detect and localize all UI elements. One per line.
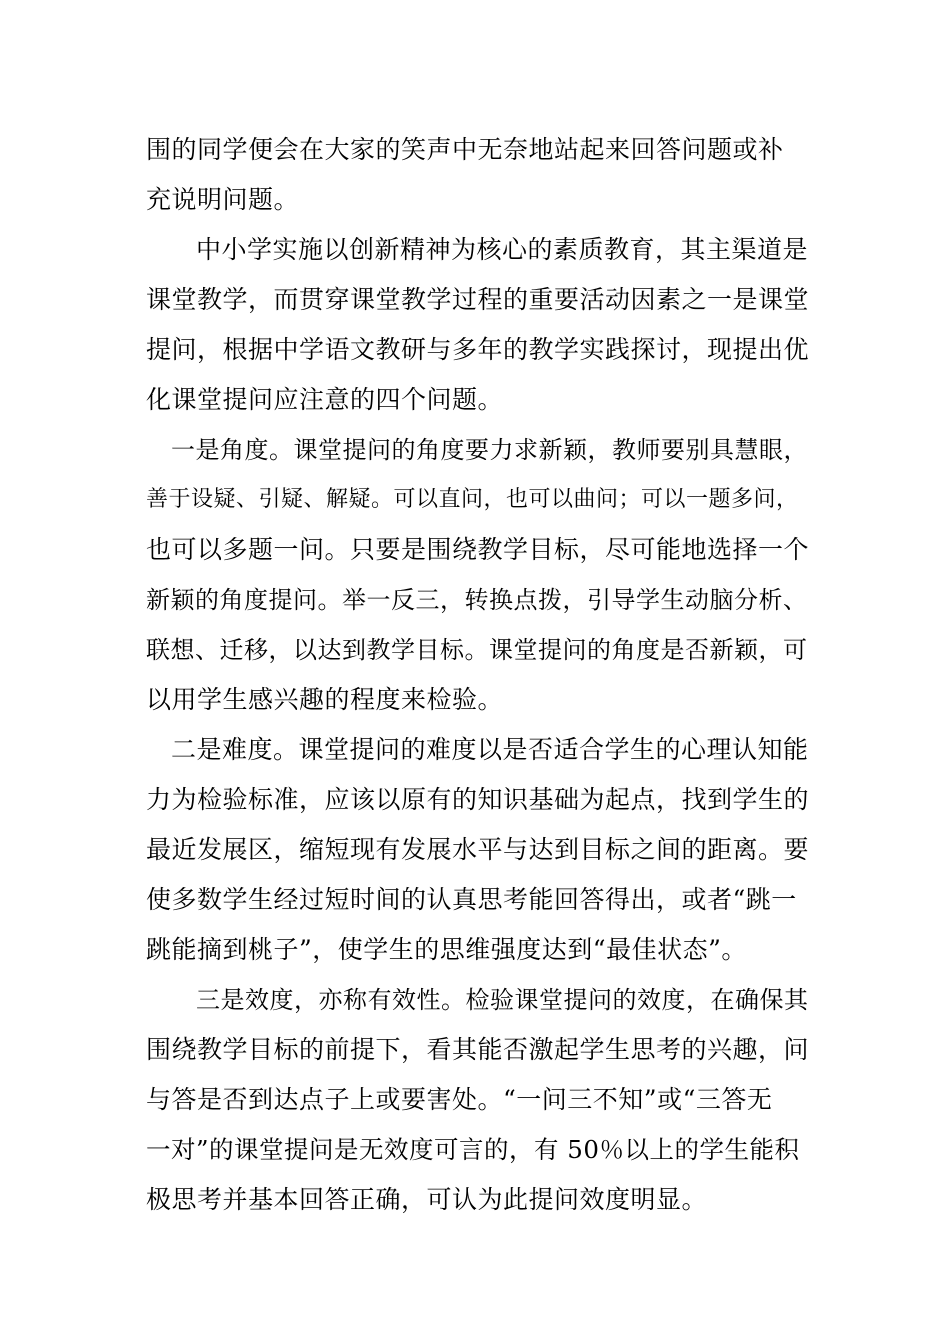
text-line: 也可以多题一问。只要是围绕教学目标，尽可能地选择一个	[146, 535, 810, 564]
text-line: 以用学生感兴趣的程度来检验。	[146, 685, 504, 714]
text-line: 围的同学便会在大家的笑声中无奈地站起来回答问题或补	[146, 135, 784, 164]
text-line: 与答是否到达点子上或要害处。“一问三不知”或“三答无	[146, 1085, 773, 1114]
text-line: 跳能摘到桃子”，使学生的思维强度达到“最佳状态”。	[146, 935, 747, 964]
text-line: 提问，根据中学语文教研与多年的教学实践探讨，现提出优	[146, 335, 810, 364]
text-line: 三是效度，亦称有效性。检验课堂提问的效度，在确保其	[196, 986, 809, 1014]
text-line: 联想、迁移，以达到教学目标。课堂提问的角度是否新颖，可	[146, 636, 808, 664]
text-line: 围绕教学目标的前提下，看其能否激起学生思考的兴趣，问	[146, 1035, 810, 1064]
text-line: 新颖的角度提问。举一反三，转换点拨，引导学生动脑分析、	[146, 586, 808, 614]
text-line: 化课堂提问应注意的四个问题。	[146, 385, 504, 414]
text-line: 中小学实施以创新精神为核心的素质教育，其主渠道是	[196, 235, 809, 264]
text-line: 力为检验标准，应该以原有的知识基础为起点，找到学生的	[146, 785, 810, 814]
text-line: 最近发展区，缩短现有发展水平与达到目标之间的距离。要	[146, 835, 810, 864]
text-line: 极思考并基本回答正确，可认为此提问效度明显。	[146, 1185, 708, 1214]
text-line: 二是难度。课堂提问的难度以是否适合学生的心理认知能	[171, 735, 809, 764]
text-line: 使多数学生经过短时间的认真思考能回答得出，或者“跳一	[146, 885, 797, 914]
text-line: 善于设疑、引疑、解疑。可以直问，也可以曲问；可以一题多问，	[146, 487, 799, 512]
text-line: 充说明问题。	[146, 185, 300, 214]
text-line: 一对”的课堂提问是无效度可言的，有 50％以上的学生能积	[146, 1135, 800, 1164]
text-line: 课堂教学，而贯穿课堂教学过程的重要活动因素之一是课堂	[146, 285, 810, 314]
text-line: 一是角度。课堂提问的角度要力求新颖，教师要别具慧眼，	[171, 436, 808, 464]
